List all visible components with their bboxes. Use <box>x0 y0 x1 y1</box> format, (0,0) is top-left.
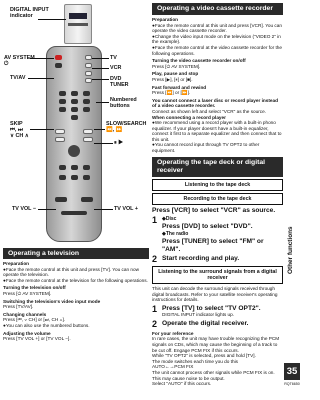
skip-fwd-image <box>83 129 93 134</box>
callout-tv-vol-plus: TV VOL + <box>114 206 139 212</box>
vcr-button-image <box>85 63 92 68</box>
step2-body: Start recording and play. <box>162 255 240 263</box>
tv-vol-body: Press [TV VOL +] or [TV VOL −]. <box>3 336 71 342</box>
record-tape-box: Recording to the tape deck <box>152 193 283 205</box>
step-number: 2 <box>152 318 158 329</box>
step-number: 1 <box>152 215 158 226</box>
step-number: 2 <box>152 254 158 265</box>
side-tab-label: Other functions <box>287 226 294 274</box>
vcr-ff-body: Press [⏪] or [⏩]. <box>152 90 191 96</box>
tv-vol-heading: Adjusting the volume <box>3 330 51 336</box>
nav-circle-image <box>68 145 80 157</box>
ref-paragraph-4: AUTO←→PCM FIX <box>152 364 194 370</box>
row-btn-3 <box>83 165 90 170</box>
vcr-prep-label: Preparation <box>152 17 179 22</box>
callout-av-system: AV SYSTEM ⏻ <box>4 55 35 67</box>
slow-fwd-image <box>83 137 93 142</box>
press-vcr-line: Press [VCR] to select "VCR" as source. <box>152 206 276 214</box>
tv-onoff-heading: Turning the television on/off <box>3 285 66 291</box>
tv-chan-heading: Changing channels <box>3 311 47 317</box>
num-8 <box>71 107 78 112</box>
num-7 <box>59 107 66 112</box>
tv-chan-body-2: ●You can also use the numbered buttons. <box>3 322 90 328</box>
leader-line <box>92 68 109 69</box>
vcr-rec-1: ●We recommend using a record player with a built-in phono equalizer. If your player doesn't have a built-in equalizer, connect it first to a separate equalizer and then connect that to this unit. <box>152 120 282 142</box>
vcr-note-body: Connect as shown left and select "VCR" as the source. <box>152 108 267 114</box>
ref-paragraph-2: While "TV OPT2" is selected, press and hold [TV]. <box>152 353 256 359</box>
leader-line <box>30 129 54 130</box>
ref-paragraph-7: Select "AUTO" if this occurs. <box>152 381 212 387</box>
digital-paragraph: This unit can decode the surround signals received through digital broadcasts. Refer to your satellite receiver's operating instructions for details. <box>152 286 278 303</box>
num-6 <box>83 99 90 104</box>
tvav-button-image <box>55 63 62 68</box>
leader-line <box>92 79 109 80</box>
listen-tape-box: Listening to the tape deck <box>152 179 283 191</box>
num-0 <box>71 115 78 120</box>
num-4 <box>59 99 66 104</box>
callout-digital-input: DIGITAL INPUT indicator <box>10 7 49 19</box>
row-btn-5 <box>71 175 78 180</box>
ref-paragraph-5: The unit cannot process other signals while PCM FIX is on. <box>152 370 275 376</box>
leader-line <box>94 143 113 144</box>
leader-line <box>94 129 105 130</box>
vcr-rec-heading: When connecting a record player <box>152 114 226 120</box>
vcr-ff-heading: Fast forward and rewind <box>152 84 207 90</box>
vcr-onoff-body: Press [⏻ AV SYSTEM]. <box>152 63 201 69</box>
tv-prep-2: ●Face the remote control at the television for the following operations. <box>3 277 148 283</box>
num-9 <box>83 107 90 112</box>
tv-chan-body: Press [⏮, ∨ CH] or [⏭, CH ∧]. <box>3 317 66 323</box>
step-number: 1 <box>152 303 158 314</box>
num-5 <box>71 99 78 104</box>
digital-input-indicator <box>69 13 87 19</box>
step-1 <box>152 216 283 253</box>
num-2 <box>71 91 78 96</box>
digital-step1-sub: DIGITAL INPUT indicator lights up. <box>162 312 235 318</box>
step1-disc-body: Press [DVD] to select "DVD". <box>162 223 253 231</box>
dvd-button-image <box>85 71 92 76</box>
leader-line <box>28 78 54 79</box>
main-unit-image <box>64 4 92 44</box>
ref-paragraph: In rare cases, the unit may have trouble recognizing the PCM signals on CDs, which may cause the beginning of a track to be cut off. Engage PCM FIX if this occurs. <box>152 336 280 353</box>
leader-line <box>94 209 113 210</box>
leader-line <box>38 209 56 210</box>
vcr-rec-2: ●You cannot record input through TV OPT2 to other equipment. <box>152 142 260 154</box>
vcr-prep-2: ●Change the video input mode on the television ("VIDEO 2" in the example). <box>152 33 281 45</box>
tv-switch-body: Press [TV/AV]. <box>3 304 34 310</box>
step1-radio-body: Press [TUNER] to select "FM" or "AM". <box>162 238 264 253</box>
callout-slowsearch: SLOW/SEARCH ⏪, ⏩ <box>106 121 147 133</box>
vcr-note-heading: You cannot connect a laser disc or record player instead of a video cassette recorder. <box>152 97 278 109</box>
callout-numbered: Numbered buttons <box>110 97 137 109</box>
vcr-play-body: Press [▶], [⏸] or [■]. <box>152 76 193 82</box>
leader-line <box>30 58 54 59</box>
tv-section <box>3 248 149 342</box>
row-btn-1 <box>59 165 66 170</box>
callout-play-pause: ⏸ ▶ <box>114 140 124 146</box>
callout-tv: TV <box>110 55 117 61</box>
row-btn-2 <box>71 165 78 170</box>
callout-skip: SKIP ⏮, ⏭ ∨ CH ∧ <box>10 121 29 139</box>
digital-step1-body: Press [TV] to select "TV OPT2". <box>162 304 261 312</box>
page-number: 35 <box>284 363 300 380</box>
slow-back-image <box>55 137 65 142</box>
disc-slot <box>68 23 88 26</box>
step-2 <box>152 255 283 264</box>
remote-illustration <box>2 2 151 244</box>
ref-paragraph-3: The mode switches each time you do this <box>152 358 238 364</box>
leader-line <box>92 58 109 59</box>
side-tab <box>285 0 300 400</box>
row-btn-4 <box>59 175 66 180</box>
leader-line <box>38 19 66 20</box>
tv-button-image <box>85 55 92 60</box>
tuner-button-image <box>85 78 92 83</box>
digital-step-2 <box>152 320 283 329</box>
vcr-onoff-heading: Turning the video cassette recorder on/off <box>152 58 246 64</box>
tape-section-title: Operating the tape deck or digital receiver <box>152 157 283 177</box>
vcr-play-heading: Play, pause and stop <box>152 71 199 77</box>
ref-heading: For your reference <box>152 330 194 336</box>
callout-dvd-tuner: DVD TUNER <box>110 76 129 88</box>
callout-tv-vol-minus: TV VOL − <box>12 206 37 212</box>
tv-prep-1: ●Face the remote control at this unit and press [TV]. You can now operate the television. <box>3 266 139 278</box>
digital-step-1 <box>152 305 283 318</box>
step1-disc-label: ◆Disc <box>162 216 177 223</box>
num-3 <box>83 91 90 96</box>
row-btn-6 <box>83 175 90 180</box>
tv-onoff-body: Press [⏻ AV SYSTEM]. <box>3 290 52 296</box>
right-column <box>152 3 283 387</box>
tv-vol-minus-image <box>55 197 67 202</box>
callout-tvav: TV/AV <box>10 75 26 81</box>
callout-vcr: VCR <box>110 65 122 71</box>
leader-line <box>96 102 109 103</box>
vcr-prep-3: ●Face the remote control at the video cassette recorder for the following operations. <box>152 44 282 56</box>
bottom-bar-image <box>61 211 87 215</box>
vcr-section-title: Operating a video cassette recorder <box>152 3 283 15</box>
num-1 <box>59 91 66 96</box>
tv-vol-plus-image <box>81 197 93 202</box>
power-button-image <box>55 55 62 60</box>
ref-paragraph-6: This may cause noise to be output. <box>152 375 225 381</box>
tv-prep-label: Preparation <box>3 261 30 266</box>
tv-section-title: Operating a television <box>3 248 149 259</box>
digital-receiver-box: Listening to the surround signals from a digital receiver <box>152 266 283 284</box>
digital-step2-body: Operate the digital receiver. <box>162 319 249 327</box>
vcr-prep-1: ●Face the remote control at this unit and press [VCR]. You can operate the video cassette recorder. <box>152 22 282 34</box>
remote-control-image <box>46 46 102 242</box>
step1-radio-label: ◆The radio <box>162 230 189 237</box>
tv-switch-heading: Switching the television's video input mode <box>3 298 101 304</box>
page-code: RQT6650 <box>284 382 300 386</box>
skip-back-image <box>55 129 65 134</box>
